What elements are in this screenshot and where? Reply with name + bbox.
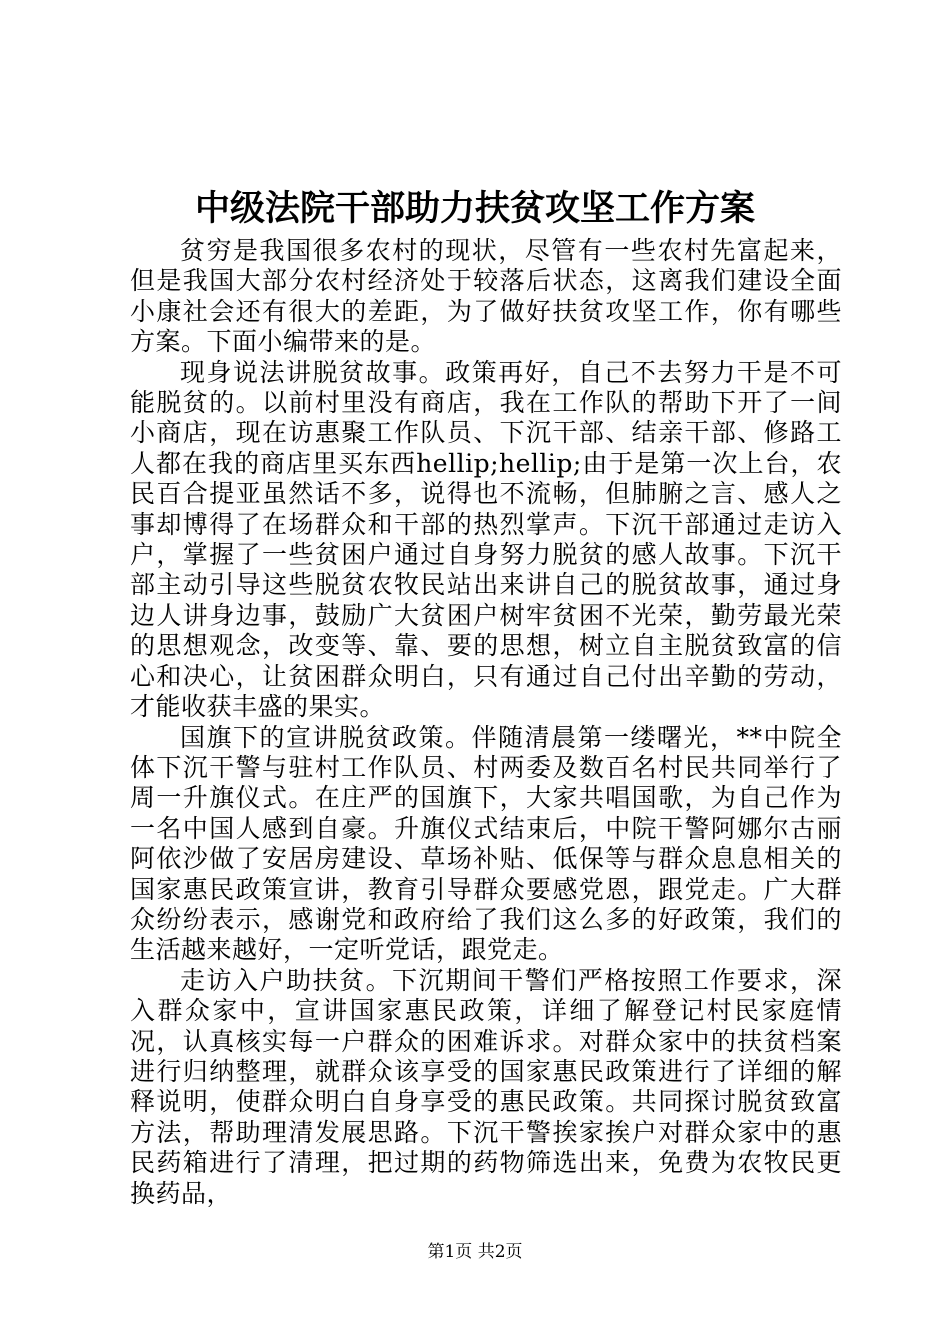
paragraph-home-visits: 走访入户助扶贫。下沉期间干警们严格按照工作要求，深入群众家中，宣讲国家惠民政策，详细了解登记村民家庭情况，认真核实每一户群众的困难诉求。对群众家中的扶贫档案进行归纳整理，就群众该享受的国家惠民政策进行了详细的解释说明，使群众明白自身享受的惠民政策。共同探讨脱贫致富方法，帮助理清发展思路。下沉干警挨家挨户对群众家中的惠民药箱进行了清理，把过期的药物筛选出来，免费为农牧民更换药品， [130,965,842,1208]
page-number-current: 第1页 [427,1242,473,1262]
page-number-total: 共2页 [477,1242,523,1262]
document-body [130,236,842,1209]
document-title: 中级法院干部助力扶贫攻坚工作方案 [194,188,755,229]
page-footer [0,1240,950,1264]
paragraph-flag-ceremony: 国旗下的宣讲脱贫政策。伴随清晨第一缕曙光，**中院全体下沉干警与驻村工作队员、村两委及数百名村民共同举行了周一升旗仪式。在庄严的国旗下，大家共唱国歌，为自己作为一名中国人感到自豪。升旗仪式结束后，中院干警阿娜尔古丽阿依沙做了安居房建设、草场补贴、低保等与群众息息相关的国家惠民政策宣讲，教育引导群众要感党恩，跟党走。广大群众纷纷表示，感谢党和政府给了我们这么多的好政策，我们的生活越来越好，一定听党话，跟党走。 [130,722,842,965]
paragraph-story: 现身说法讲脱贫故事。政策再好，自己不去努力干是不可能脱贫的。以前村里没有商店，我在工作队的帮助下开了一间小商店，现在访惠聚工作队员、下沉干部、结亲干部、修路工人都在我的商店里买东西hellip;hellip;由于是第一次上台，农民百合提亚虽然话不多，说得也不流畅，但肺腑之言、感人之事却博得了在场群众和干部的热烈掌声。下沉干部通过走访入户，掌握了一些贫困户通过自身努力脱贫的感人故事。下沉干部主动引导这些脱贫农牧民站出来讲自己的脱贫故事，通过身边人讲身边事，鼓励广大贫困户树牢贫困不光荣，勤劳最光荣的思想观念，改变等、靠、要的思想，树立自主脱贫致富的信心和决心，让贫困群众明白，只有通过自己付出辛勤的劳动，才能收获丰盛的果实。 [130,357,842,722]
paragraph-intro: 贫穷是我国很多农村的现状，尽管有一些农村先富起来，但是我国大部分农村经济处于较落后状态，这离我们建设全面小康社会还有很大的差距，为了做好扶贫攻坚工作，你有哪些方案。下面小编带来的是。 [130,236,842,357]
